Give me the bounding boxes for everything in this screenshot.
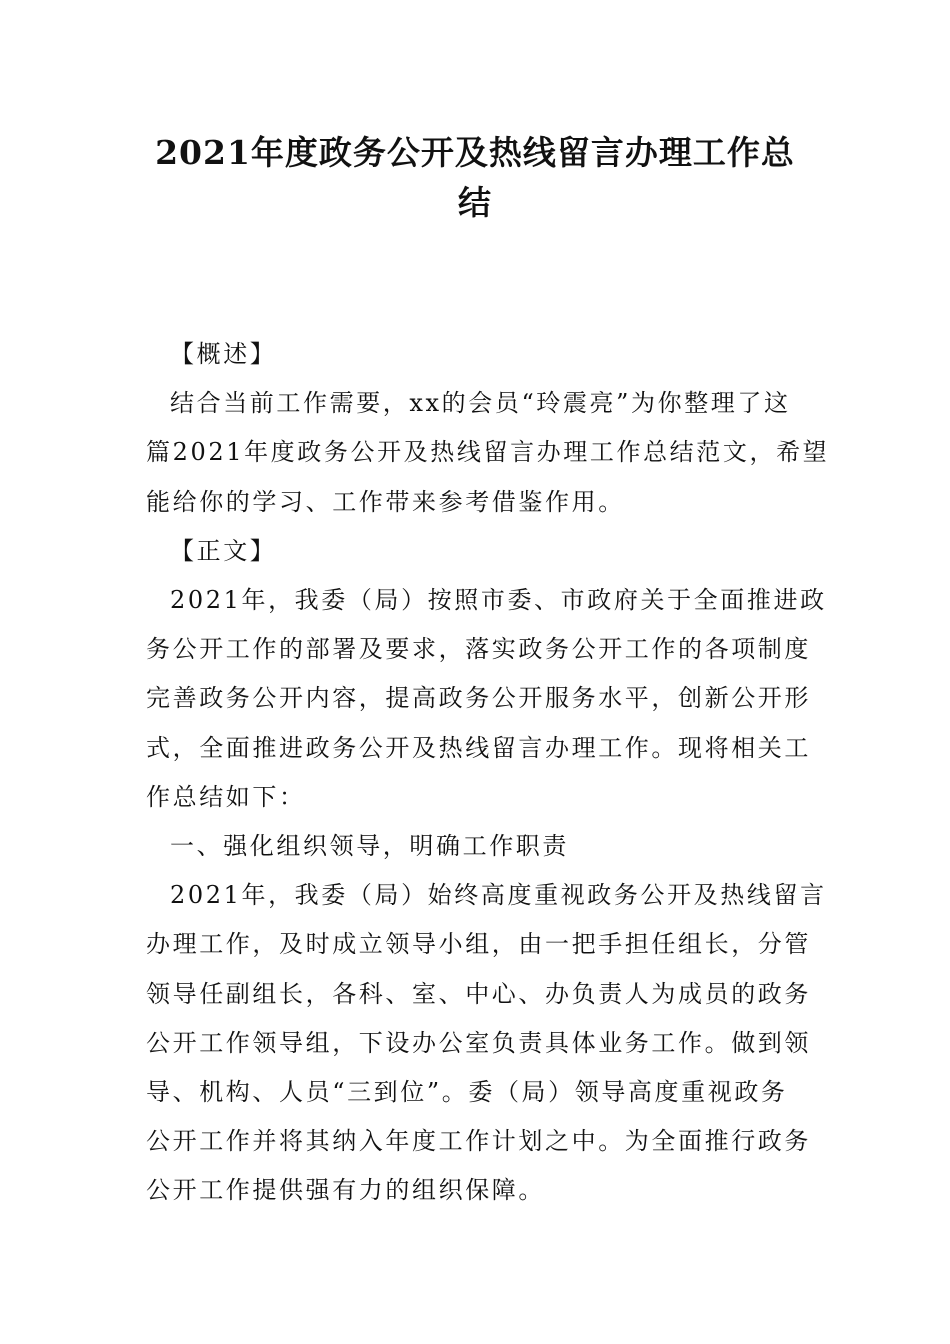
title-line-1: 2021年度政务公开及热线留言办理工作总 — [155, 133, 795, 172]
section-1-line-7: 公开工作提供强有力的组织保障。 — [146, 1176, 545, 1205]
section-1-heading — [146, 822, 806, 871]
intro-line-4: 式，全面推进政务公开及热线留言办理工作。现将相关工 — [146, 733, 811, 762]
summary-line-3: 能给你的学习、工作带来参考借鉴作用。 — [146, 487, 625, 516]
summary-heading-line: 【概述】 — [170, 340, 277, 368]
main-heading-line: 【正文】 — [170, 536, 277, 565]
document-body — [146, 330, 830, 1216]
summary-line-2: 篇2021年度政务公开及热线留言办理工作总结范文，希望 — [146, 438, 830, 467]
intro-line-3: 完善政务公开内容，提高政务公开服务水平，创新公开形 — [146, 684, 811, 713]
section-1-paragraph — [146, 871, 827, 1215]
intro-paragraph — [146, 576, 827, 822]
intro-line-2: 务公开工作的部署及要求，落实政务公开工作的各项制度 — [146, 635, 811, 664]
section-1-line-5: 导、机构、人员“三到位”。委（局）领导高度重视政务 — [146, 1078, 788, 1107]
main-heading — [146, 527, 806, 576]
intro-line-1: 2021年，我委（局）按照市委、市政府关于全面推进政 — [170, 586, 827, 615]
section-1-line-3: 领导任副组长，各科、室、中心、办负责人为成员的政务 — [146, 979, 811, 1008]
intro-line-5: 作总结如下： — [146, 782, 306, 811]
title-line-2: 结 — [458, 183, 492, 222]
section-1-line-2: 办理工作，及时成立领导小组，由一把手担任组长，分管 — [146, 930, 811, 959]
document-title — [140, 128, 810, 228]
summary-heading — [146, 330, 806, 379]
summary-paragraph — [146, 379, 830, 527]
summary-line-1: 结合当前工作需要，xx的会员“玲震亮”为你整理了这 — [170, 389, 791, 418]
section-1-heading-line: 一、强化组织领导，明确工作职责 — [170, 832, 569, 861]
section-1-line-1: 2021年，我委（局）始终高度重视政务公开及热线留言 — [170, 881, 827, 910]
section-1-line-4: 公开工作领导组，下设办公室负责具体业务工作。做到领 — [146, 1028, 811, 1057]
section-1-line-6: 公开工作并将其纳入年度工作计划之中。为全面推行政务 — [146, 1127, 811, 1156]
